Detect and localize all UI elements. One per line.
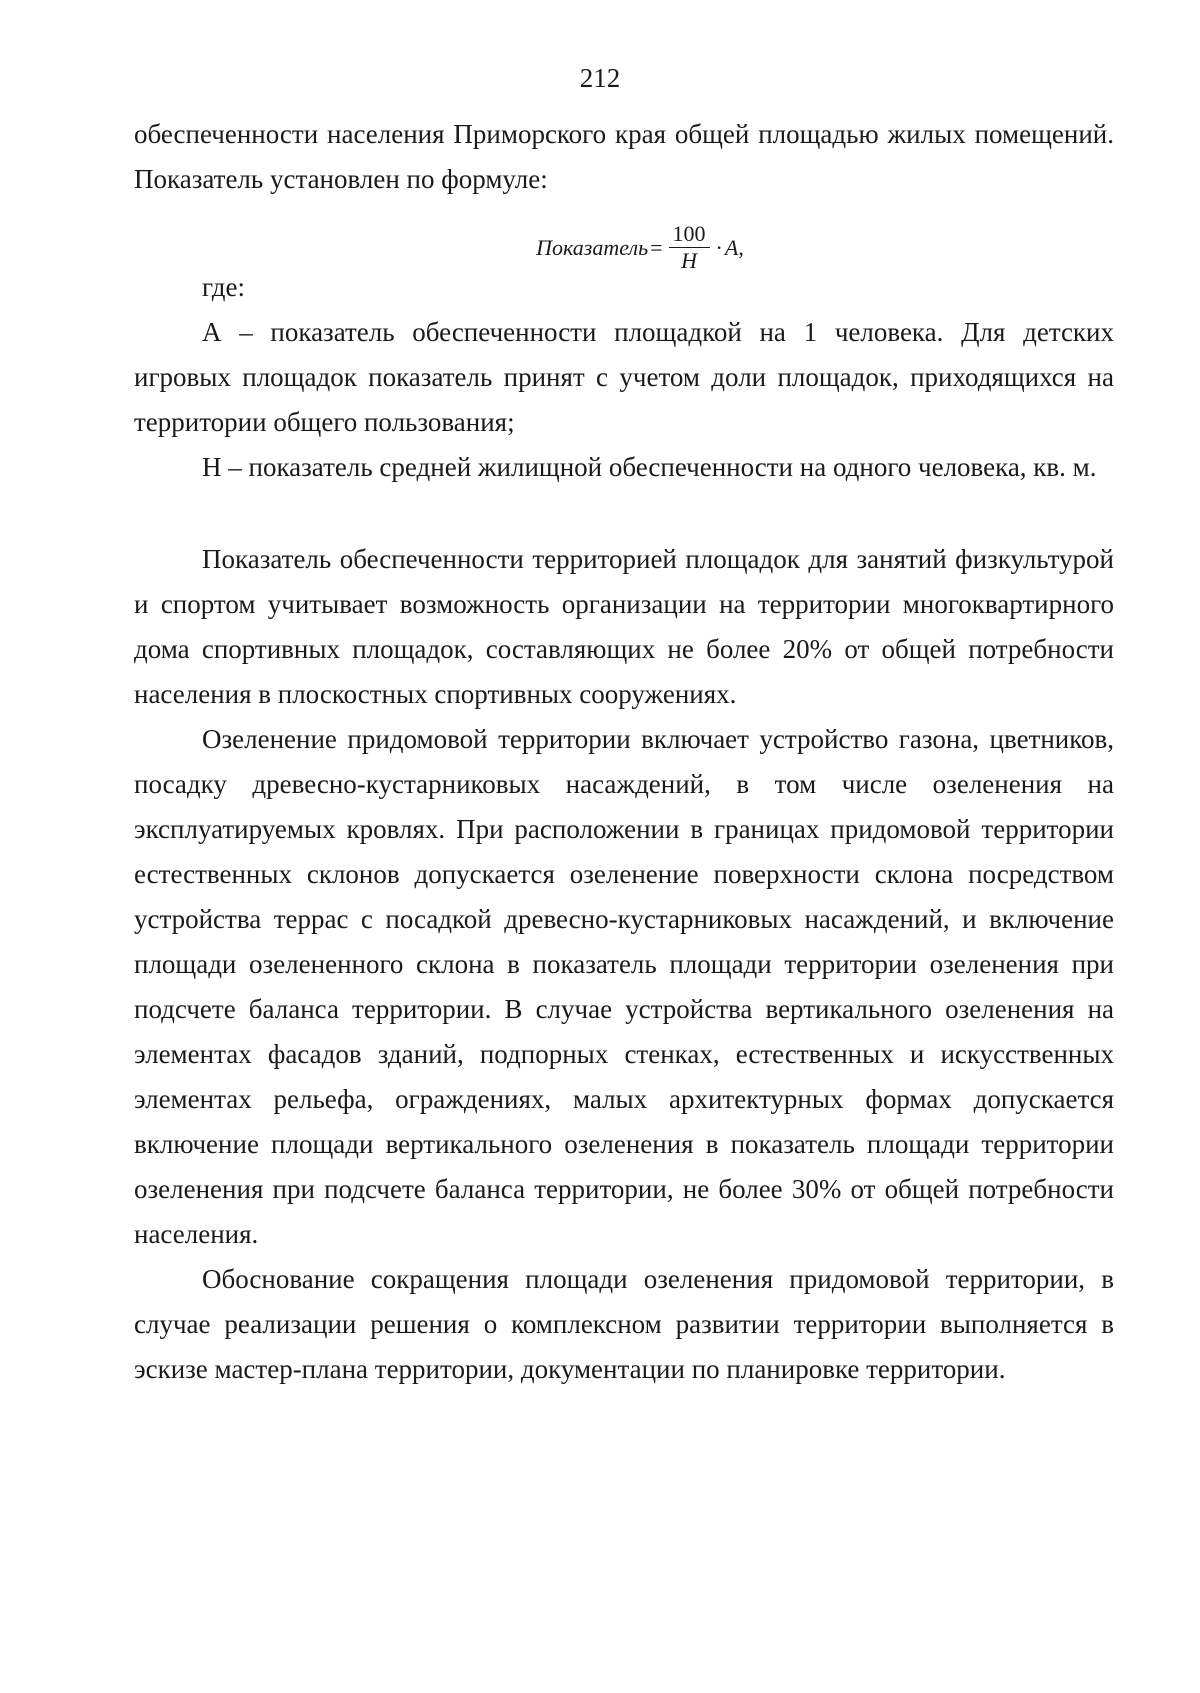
formula-numerator: 100 bbox=[669, 222, 710, 248]
page-number: 212 bbox=[579, 63, 621, 93]
intro-text: обеспеченности населения Приморского края общей площадью жилых помещений. Показатель установлен по формуле: bbox=[134, 119, 1114, 194]
definition-h: Н – показатель средней жилищной обеспеченности на одного человека, кв. м. bbox=[202, 452, 1097, 482]
definition-a: А – показатель обеспеченности площадкой на 1 человека. Для детских игровых площадок показатель принят с учетом доли площадок, приходящихся на территории общего пользования; bbox=[134, 317, 1114, 437]
paragraph-justification: Обоснование сокращения площади озеленения придомовой территории, в случае реализации решения о комплексном развитии территории выполняется в эскизе мастер-плана территории, документации по планировке территории. bbox=[134, 1264, 1114, 1384]
formula-trailing: , bbox=[738, 234, 744, 260]
formula-equals: = bbox=[650, 234, 663, 260]
formula-lhs: Показатель bbox=[536, 234, 649, 260]
definitions-block bbox=[134, 265, 1114, 490]
intro-paragraph bbox=[134, 112, 1114, 202]
paragraph-greening: Озеленение придомовой территории включает устройство газона, цветников, посадку древесно-кустарниковых насаждений, в том числе озеленения на эксплуатируемых кровлях. При расположении в границах придомовой территории естественных склонов допускается озеленение поверхности склона посредством устройства террас с посадкой древесно-кустарниковых насаждений, и включение площади озелененного склона в показатель площади территории озеленения при подсчете баланса территории. В случае устройства вертикального озеленения на элементах фасадов зданий, подпорных стенках, естественных и искусственных элементах рельефа, ограждениях, малых архитектурных формах допускается включение площади вертикального озеленения в показатель площади территории озеленения при подсчете баланса территории, не более 30% от общей потребности населения. bbox=[134, 724, 1114, 1249]
paragraph-sports: Показатель обеспеченности территорией площадок для занятий физкультурой и спортом учитывает возможность организации на территории многоквартирного дома спортивных площадок, составляющих не более 20% от общей потребности населения в плоскостных спортивных сооружениях. bbox=[134, 544, 1114, 709]
formula-dot: · bbox=[715, 234, 723, 260]
body-paragraphs bbox=[134, 537, 1114, 1392]
formula-denominator: Н bbox=[681, 248, 697, 273]
formula-variable: А bbox=[724, 234, 739, 260]
where-label: где: bbox=[202, 272, 245, 302]
